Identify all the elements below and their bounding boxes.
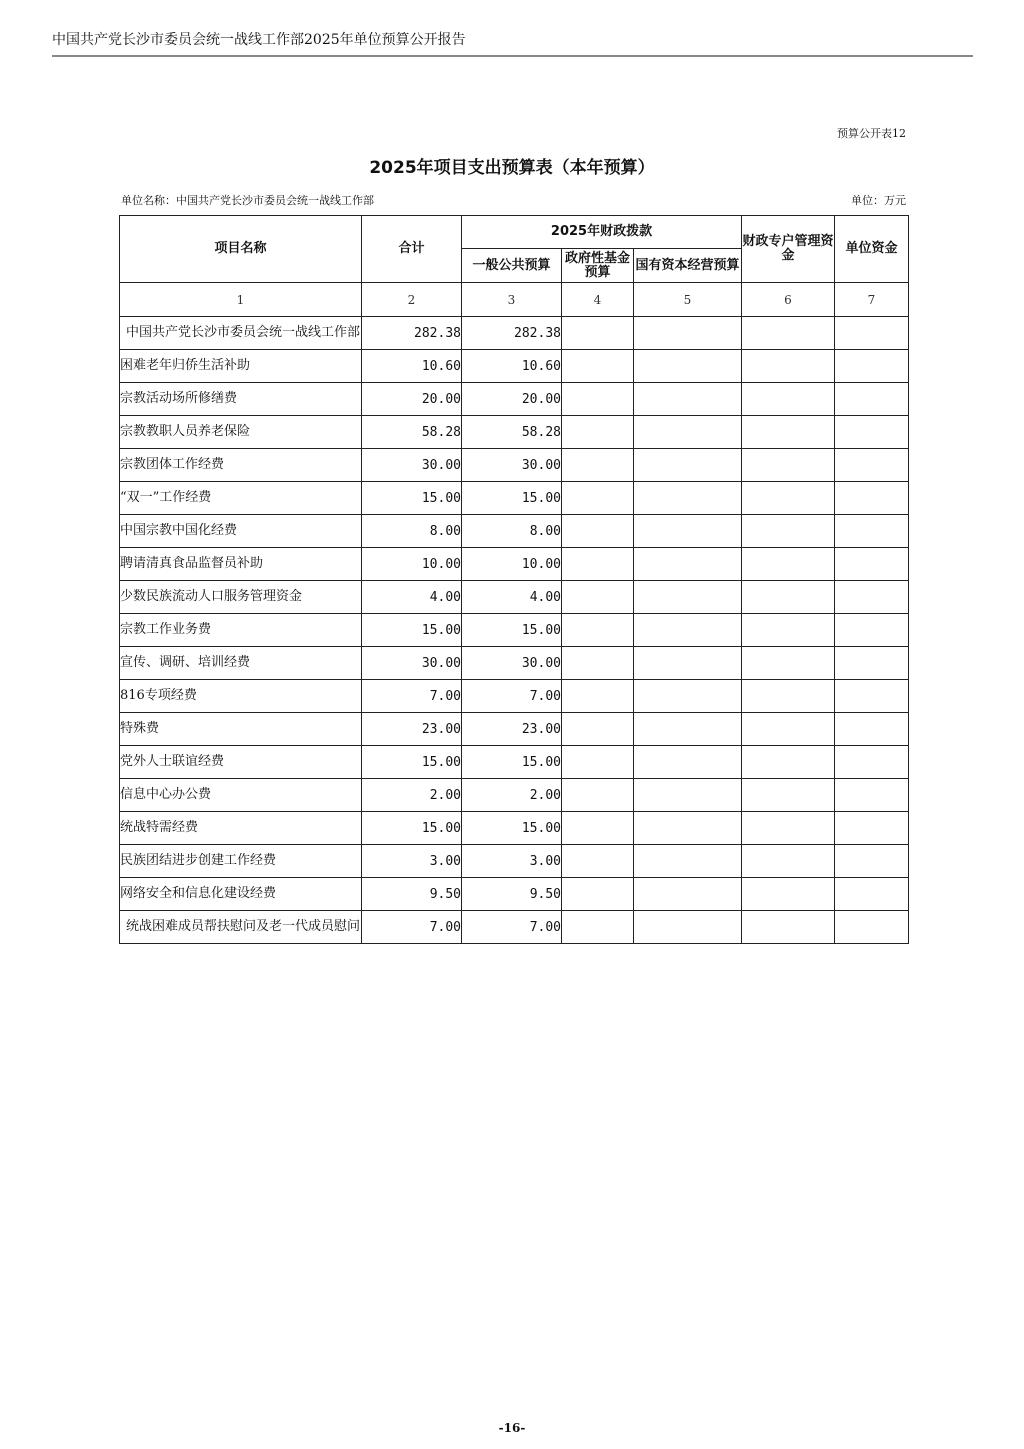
general-public-cell: 9.50: [462, 878, 562, 911]
item-name-cell: 信息中心办公费: [120, 779, 362, 812]
special-fund-cell: [742, 680, 835, 713]
special-fund-cell: [742, 416, 835, 449]
budget-table: [119, 215, 909, 944]
table-row: [120, 746, 909, 779]
state-capital-cell: [634, 647, 742, 680]
item-name-cell: 816专项经费: [120, 680, 362, 713]
state-capital-cell: [634, 515, 742, 548]
unit-fund-cell: [835, 317, 909, 350]
column-number: 7: [835, 283, 909, 317]
table-row: [120, 350, 909, 383]
state-capital-cell: [634, 878, 742, 911]
total-cell: 15.00: [362, 812, 462, 845]
unit-fund-cell: [835, 548, 909, 581]
item-name-cell: 宣传、调研、培训经费: [120, 647, 362, 680]
item-name-cell: 民族团结进步创建工作经费: [120, 845, 362, 878]
unit-fund-cell: [835, 581, 909, 614]
total-cell: 15.00: [362, 482, 462, 515]
unit-fund-cell: [835, 350, 909, 383]
unit-fund-cell: [835, 647, 909, 680]
header-general-public: 一般公共预算: [462, 249, 562, 283]
state-capital-cell: [634, 350, 742, 383]
state-capital-cell: [634, 845, 742, 878]
gov-fund-cell: [562, 350, 634, 383]
general-public-cell: 15.00: [462, 746, 562, 779]
header-item-name: 项目名称: [120, 216, 362, 283]
general-public-cell: 10.60: [462, 350, 562, 383]
table-row: [120, 614, 909, 647]
general-public-cell: 4.00: [462, 581, 562, 614]
unit-fund-cell: [835, 911, 909, 944]
state-capital-cell: [634, 614, 742, 647]
item-name-cell: 中国宗教中国化经费: [120, 515, 362, 548]
state-capital-cell: [634, 317, 742, 350]
gov-fund-cell: [562, 845, 634, 878]
total-cell: 20.00: [362, 383, 462, 416]
special-fund-cell: [742, 383, 835, 416]
unit-fund-cell: [835, 878, 909, 911]
gov-fund-cell: [562, 548, 634, 581]
gov-fund-cell: [562, 383, 634, 416]
total-cell: 8.00: [362, 515, 462, 548]
general-public-cell: 3.00: [462, 845, 562, 878]
unit-fund-cell: [835, 746, 909, 779]
unit-fund-cell: [835, 614, 909, 647]
gov-fund-cell: [562, 581, 634, 614]
state-capital-cell: [634, 416, 742, 449]
total-cell: 10.00: [362, 548, 462, 581]
gov-fund-cell: [562, 515, 634, 548]
header-total: 合计: [362, 216, 462, 283]
general-public-cell: 30.00: [462, 647, 562, 680]
header-state-capital: 国有资本经营预算: [634, 249, 742, 283]
general-public-cell: 10.00: [462, 548, 562, 581]
gov-fund-cell: [562, 713, 634, 746]
special-fund-cell: [742, 614, 835, 647]
table-row: [120, 878, 909, 911]
item-name-cell: 宗教团体工作经费: [120, 449, 362, 482]
column-number: 4: [562, 283, 634, 317]
special-fund-cell: [742, 548, 835, 581]
gov-fund-cell: [562, 449, 634, 482]
item-name-cell: 网络安全和信息化建设经费: [120, 878, 362, 911]
item-name-cell: 宗教工作业务费: [120, 614, 362, 647]
total-cell: 7.00: [362, 911, 462, 944]
special-fund-cell: [742, 812, 835, 845]
general-public-cell: 7.00: [462, 680, 562, 713]
total-cell: 282.38: [362, 317, 462, 350]
special-fund-cell: [742, 911, 835, 944]
special-fund-cell: [742, 746, 835, 779]
gov-fund-cell: [562, 416, 634, 449]
gov-fund-cell: [562, 746, 634, 779]
table-row: [120, 449, 909, 482]
table-row: [120, 317, 909, 350]
table-row: [120, 482, 909, 515]
state-capital-cell: [634, 812, 742, 845]
gov-fund-cell: [562, 614, 634, 647]
table-row: [120, 548, 909, 581]
total-cell: 2.00: [362, 779, 462, 812]
total-cell: 15.00: [362, 746, 462, 779]
table-row: [120, 515, 909, 548]
general-public-cell: 8.00: [462, 515, 562, 548]
gov-fund-cell: [562, 482, 634, 515]
running-header: 中国共产党长沙市委员会统一战线工作部2025年单位预算公开报告: [52, 29, 973, 57]
gov-fund-cell: [562, 878, 634, 911]
special-fund-cell: [742, 317, 835, 350]
unit-fund-cell: [835, 845, 909, 878]
state-capital-cell: [634, 581, 742, 614]
gov-fund-cell: [562, 911, 634, 944]
state-capital-cell: [634, 746, 742, 779]
item-name-cell: 困难老年归侨生活补助: [120, 350, 362, 383]
total-cell: 7.00: [362, 680, 462, 713]
unit-fund-cell: [835, 515, 909, 548]
column-number: 3: [462, 283, 562, 317]
special-fund-cell: [742, 713, 835, 746]
gov-fund-cell: [562, 779, 634, 812]
state-capital-cell: [634, 383, 742, 416]
special-fund-cell: [742, 581, 835, 614]
item-name-cell: 中国共产党长沙市委员会统一战线工作部: [120, 317, 362, 350]
total-cell: 10.60: [362, 350, 462, 383]
header-fiscal-group: 2025年财政拨款: [462, 216, 742, 249]
unit-fund-cell: [835, 482, 909, 515]
general-public-cell: 23.00: [462, 713, 562, 746]
unit-name: 单位名称：中国共产党长沙市委员会统一战线工作部: [121, 194, 374, 207]
header-gov-fund: 政府性基金预算: [562, 249, 634, 283]
item-name-cell: 特殊费: [120, 713, 362, 746]
gov-fund-cell: [562, 647, 634, 680]
table-row: [120, 416, 909, 449]
item-name-cell: 党外人士联谊经费: [120, 746, 362, 779]
table-code: 预算公开表12: [837, 127, 906, 140]
total-cell: 9.50: [362, 878, 462, 911]
table-row: [120, 911, 909, 944]
state-capital-cell: [634, 482, 742, 515]
total-cell: 3.00: [362, 845, 462, 878]
unit-fund-cell: [835, 383, 909, 416]
total-cell: 30.00: [362, 449, 462, 482]
item-name-cell: 宗教活动场所修缮费: [120, 383, 362, 416]
unit-fund-cell: [835, 680, 909, 713]
special-fund-cell: [742, 845, 835, 878]
item-name-cell: 统战困难成员帮扶慰问及老一代成员慰问: [120, 911, 362, 944]
general-public-cell: 30.00: [462, 449, 562, 482]
general-public-cell: 7.00: [462, 911, 562, 944]
table-row: [120, 680, 909, 713]
state-capital-cell: [634, 713, 742, 746]
special-fund-cell: [742, 647, 835, 680]
header-special-fund: 财政专户管理资金: [742, 216, 835, 283]
item-name-cell: 统战特需经费: [120, 812, 362, 845]
state-capital-cell: [634, 449, 742, 482]
general-public-cell: 282.38: [462, 317, 562, 350]
table-row: [120, 713, 909, 746]
column-number: 1: [120, 283, 362, 317]
table-title: 2025年项目支出预算表（本年预算）: [369, 158, 655, 178]
page-number: -16-: [498, 1421, 526, 1435]
general-public-cell: 58.28: [462, 416, 562, 449]
gov-fund-cell: [562, 317, 634, 350]
table-row: [120, 383, 909, 416]
item-name-cell: 宗教教职人员养老保险: [120, 416, 362, 449]
total-cell: 58.28: [362, 416, 462, 449]
item-name-cell: 少数民族流动人口服务管理资金: [120, 581, 362, 614]
unit-fund-cell: [835, 416, 909, 449]
column-number-row: [120, 283, 909, 317]
total-cell: 23.00: [362, 713, 462, 746]
special-fund-cell: [742, 350, 835, 383]
header-unit-fund: 单位资金: [835, 216, 909, 283]
general-public-cell: 20.00: [462, 383, 562, 416]
general-public-cell: 2.00: [462, 779, 562, 812]
state-capital-cell: [634, 779, 742, 812]
gov-fund-cell: [562, 680, 634, 713]
special-fund-cell: [742, 482, 835, 515]
special-fund-cell: [742, 449, 835, 482]
column-number: 6: [742, 283, 835, 317]
table-row: [120, 581, 909, 614]
general-public-cell: 15.00: [462, 812, 562, 845]
general-public-cell: 15.00: [462, 482, 562, 515]
total-cell: 15.00: [362, 614, 462, 647]
column-number: 5: [634, 283, 742, 317]
state-capital-cell: [634, 548, 742, 581]
unit-label: 单位：万元: [851, 194, 906, 207]
special-fund-cell: [742, 515, 835, 548]
table-row: [120, 845, 909, 878]
special-fund-cell: [742, 779, 835, 812]
unit-fund-cell: [835, 812, 909, 845]
item-name-cell: 聘请清真食品监督员补助: [120, 548, 362, 581]
unit-fund-cell: [835, 713, 909, 746]
total-cell: 30.00: [362, 647, 462, 680]
table-row: [120, 812, 909, 845]
unit-fund-cell: [835, 779, 909, 812]
special-fund-cell: [742, 878, 835, 911]
gov-fund-cell: [562, 812, 634, 845]
total-cell: 4.00: [362, 581, 462, 614]
state-capital-cell: [634, 911, 742, 944]
column-number: 2: [362, 283, 462, 317]
table-row: [120, 647, 909, 680]
general-public-cell: 15.00: [462, 614, 562, 647]
table-row: [120, 779, 909, 812]
unit-fund-cell: [835, 449, 909, 482]
item-name-cell: “双一”工作经费: [120, 482, 362, 515]
state-capital-cell: [634, 680, 742, 713]
